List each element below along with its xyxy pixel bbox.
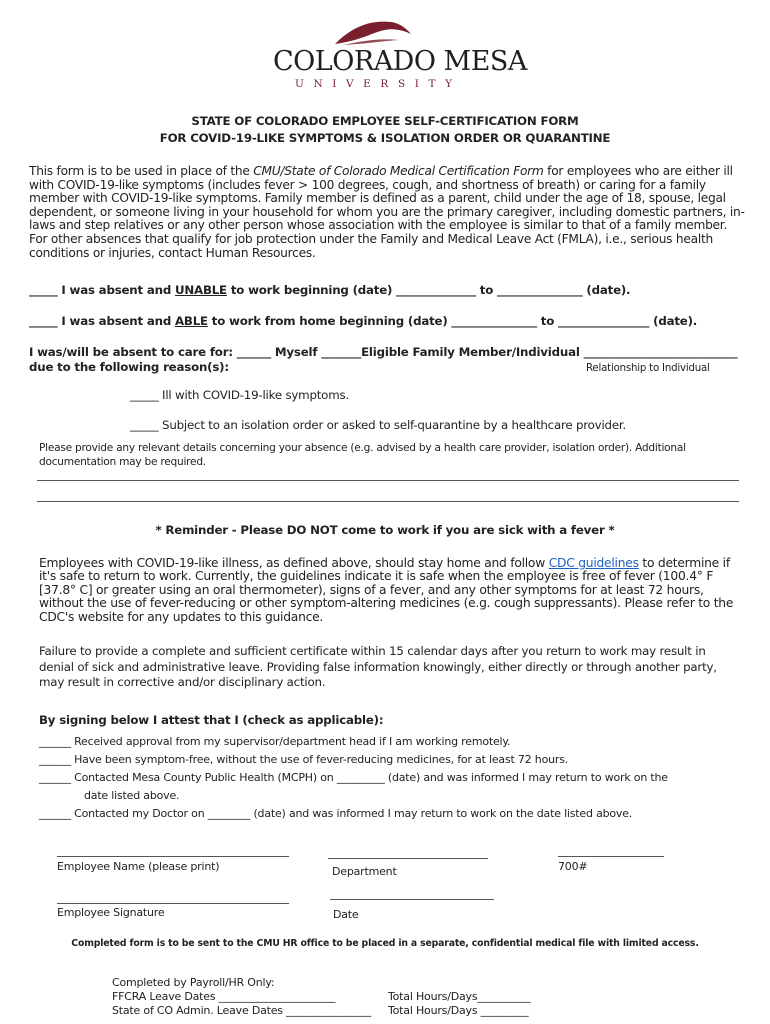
failure-line-2: denial of sick and administrative leave. Providing false information knowingly, either directly or through another party, <box>39 660 717 674</box>
employee-name-label: Employee Name (please print) <box>57 860 220 873</box>
cdc-guidelines-link[interactable]: CDC guidelines <box>548 556 639 570</box>
mesa-mountain-icon <box>333 14 413 48</box>
payroll-heading: Completed by Payroll/HR Only: <box>112 976 275 989</box>
absent-able-keyword: ABLE <box>174 314 208 328</box>
guidance-text-2: to determine if it's safe to return to work. Currently, the guidelines indicate it is safe when the employee is free of fever (100.4° F [37.8° C] or greater using an oral thermometer), signs of a fever, and any other symptoms for at least 72 hours, without the use of fever-reducing or other symptom-altering medicines (e.g. cough suppressants). Please refer to the CDC's website for any updates to this guidance. <box>39 556 734 624</box>
employee-signature-line[interactable] <box>57 903 289 904</box>
id-number-label: 700# <box>558 860 588 873</box>
reasons-label: due to the following reason(s): <box>29 360 229 374</box>
relationship-label: Relationship to Individual <box>586 363 710 374</box>
id-number-line[interactable] <box>558 856 664 857</box>
failure-line-3: may result in corrective and/or disciplinary action. <box>39 675 326 689</box>
guidance-paragraph <box>39 557 737 624</box>
intro-text-1: This form is to be used in place of the <box>29 164 254 178</box>
details-input-line-2[interactable] <box>37 501 739 502</box>
state-admin-leave-dates[interactable]: State of CO Admin. Leave Dates ________________ <box>112 1004 371 1017</box>
absent-able-prefix: _____ I was absent and <box>29 314 175 328</box>
absent-unable-line <box>29 283 630 297</box>
intro-text-2: for employees who are either ill with COVID-19-like symptoms (includes fever > 100 degrees, cough, and shortness of breath) or caring for a family member with COVID-19-like symptoms. Family member is defined as a parent, child under the age of 18, spouse, legal dependent, or someone living in your household for whom you are the primary caregiver, including domestic partners, in-laws and step relatives or any other person whose association with the employee is similar to that of a family member. For other absences that qualify for job protection under the Family and Medical Leave Act (FMLA), i.e., serious health conditions or injuries, contact Human Resources. <box>29 164 745 260</box>
attest-item-mcph-cont: date listed above. <box>84 789 180 802</box>
reason-ill-option[interactable]: _____ Ill with COVID-19-like symptoms. <box>130 388 349 402</box>
attest-item-symptom-free[interactable]: ______ Have been symptom-free, without the use of fever-reducing medicines, for at least 72 hours. <box>39 753 569 766</box>
absent-unable-suffix: to work beginning (date) ______________ to _______________ (date). <box>226 283 631 297</box>
total-hours-state[interactable]: Total Hours/Days _________ <box>388 1004 529 1017</box>
attest-heading: By signing below I attest that I (check as applicable): <box>39 713 384 727</box>
absent-able-suffix: to work from home beginning (date) _______________ to ________________ (date). <box>207 314 698 328</box>
employee-name-line[interactable] <box>57 856 289 857</box>
absent-unable-prefix: _____ I was absent and <box>29 283 175 297</box>
attest-item-approval[interactable]: ______ Received approval from my supervisor/department head if I am working remotely. <box>39 735 511 748</box>
ffcra-leave-dates[interactable]: FFCRA Leave Dates ______________________ <box>112 990 336 1003</box>
intro-paragraph <box>29 165 745 260</box>
logo-subtitle: UNIVERSITY <box>295 78 462 90</box>
date-line[interactable] <box>330 899 494 900</box>
fever-reminder: * Reminder - Please DO NOT come to work if you are sick with a fever * <box>155 523 615 537</box>
details-input-line-1[interactable] <box>37 480 739 481</box>
failure-line-1: Failure to provide a complete and sufficient certificate within 15 calendar days after you return to work may result in <box>39 644 706 658</box>
attest-item-mcph[interactable]: ______ Contacted Mesa County Public Health (MCPH) on _________ (date) and was informed I may return to work on the <box>39 771 668 784</box>
absence-details-instructions: Please provide any relevant details concerning your absence (e.g. advised by a health care provider, isolation order). Additional documentation may be required. <box>39 442 686 468</box>
form-title-line1: STATE OF COLORADO EMPLOYEE SELF-CERTIFICATION FORM <box>191 114 579 128</box>
attest-item-doctor[interactable]: ______ Contacted my Doctor on ________ (date) and was informed I may return to work on the date listed above. <box>39 807 633 820</box>
absent-unable-keyword: UNABLE <box>174 283 227 297</box>
logo-wordmark: COLORADO MESA <box>273 46 527 77</box>
university-logo <box>273 14 527 90</box>
department-label: Department <box>332 865 397 878</box>
department-line[interactable] <box>328 858 488 859</box>
absent-able-line <box>29 314 697 328</box>
date-label: Date <box>333 908 359 921</box>
total-hours-ffcra[interactable]: Total Hours/Days__________ <box>388 990 531 1003</box>
care-for-line: I was/will be absent to care for: ______ Myself _______Eligible Family Member/Individual ___________________________ <box>29 345 738 359</box>
intro-form-name: CMU/State of Colorado Medical Certification Form <box>253 164 544 178</box>
form-title-line2: FOR COVID-19-LIKE SYMPTOMS & ISOLATION ORDER OR QUARANTINE <box>159 131 611 145</box>
reason-isolation-option[interactable]: _____ Subject to an isolation order or asked to self-quarantine by a healthcare provider. <box>130 418 626 432</box>
submission-note: Completed form is to be sent to the CMU HR office to be placed in a separate, confidential medical file with limited access. <box>71 938 699 949</box>
employee-signature-label: Employee Signature <box>57 906 165 919</box>
guidance-text-1: Employees with COVID-19-like illness, as defined above, should stay home and follow <box>39 556 549 570</box>
